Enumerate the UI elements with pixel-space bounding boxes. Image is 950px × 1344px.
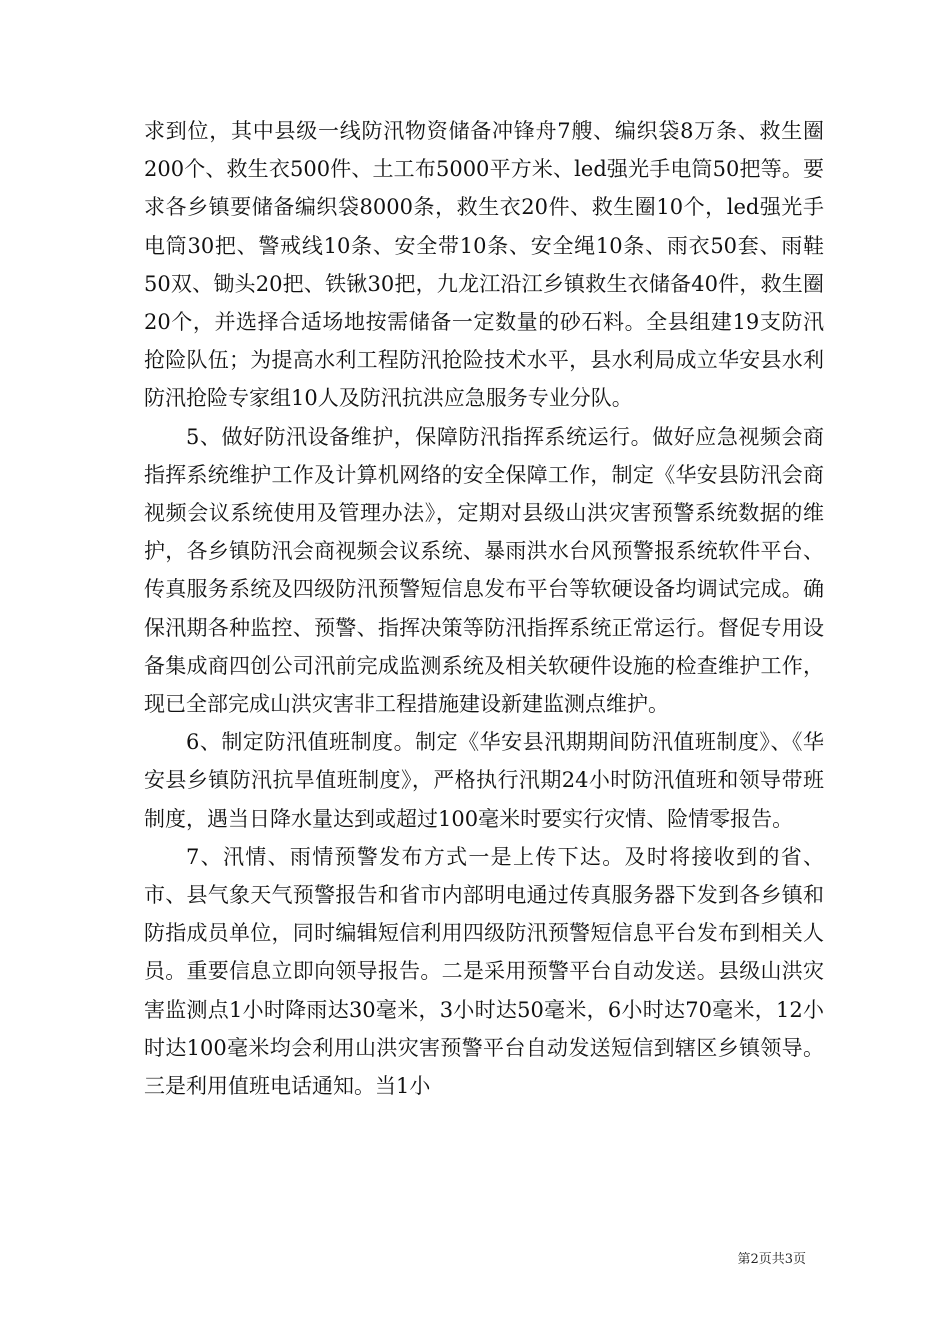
paragraph-item-7: 7、汛情、雨情预警发布方式一是上传下达。及时将接收到的省、市、县气象天气预警报告和省市内部明电通过传真服务器下发到各乡镇和防指成员单位，同时编辑短信利用四级防汛预警短信息平台发布到相关人员。重要信息立即向领导报告。二是采用预警平台自动发送。县级山洪灾害监测点1小时降雨达30毫米，3小时达50毫米，6小时达70毫米，12小时达100毫米均会利用山洪灾害预警平台自动发送短信到辖区乡镇领导。三是利用值班电话通知。当1小 (144, 844, 824, 1099)
document-body (144, 112, 824, 1105)
page-number-footer: 第2页共3页 (737, 1252, 806, 1267)
paragraph-item-5: 5、做好防汛设备维护，保障防汛指挥系统运行。做好应急视频会商指挥系统维护工作及计算机网络的安全保障工作，制定《华安县防汛会商视频会议系统使用及管理办法》，定期对县级山洪灾害预警系统数据的维护，各乡镇防汛会商视频会议系统、暴雨洪水台风预警报系统软件平台、传真服务系统及四级防汛预警短信息发布平台等软硬设备均调试完成。确保汛期各种监控、预警、指挥决策等防汛指挥系统正常运行。督促专用设备集成商四创公司汛前完成监测系统及相关软硬件设施的检查维护工作，现已全部完成山洪灾害非工程措施建设新建监测点维护。 (144, 424, 824, 717)
paragraph-item-6: 6、制定防汛值班制度。制定《华安县汛期期间防汛值班制度》、《华安县乡镇防汛抗旱值班制度》，严格执行汛期24小时防汛值班和领导带班制度，遇当日降水量达到或超过100毫米时要实行灾情、险情零报告。 (144, 730, 824, 831)
paragraph-continuation: 求到位，其中县级一线防汛物资储备冲锋舟7艘、编织袋8万条、救生圈200个、救生衣500件、土工布5000平方米、led强光手电筒50把等。要求各乡镇要储备编织袋8000条，救生衣20件、救生圈10个，led强光手电筒30把、警戒线10条、安全带10条、安全绳10条、雨衣50套、雨鞋50双、锄头20把、铁锹30把，九龙江沿江乡镇救生衣储备40件，救生圈20个，并选择合适场地按需储备一定数量的砂石料。全县组建19支防汛抢险队伍；为提高水利工程防汛抢险技术水平，县水利局成立华安县水利防汛抢险专家组10人及防汛抗洪应急服务专业分队。 (144, 119, 824, 411)
